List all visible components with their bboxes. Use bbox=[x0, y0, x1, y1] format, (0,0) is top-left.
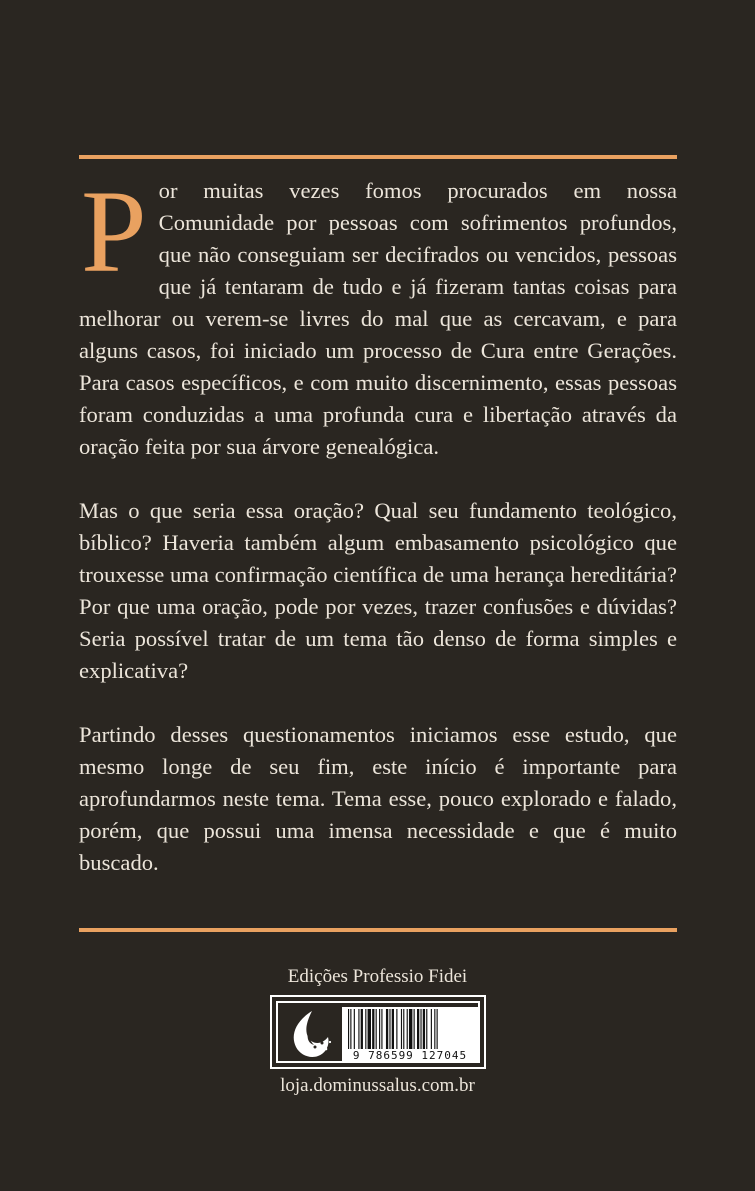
flame-stars-logo-icon bbox=[282, 1007, 338, 1063]
paragraph-3: Partindo desses questionamentos iniciamos esse estudo, que mesmo longe de seu fim, este início é importante para aprofundarmos neste tema. Tema esse, pouco explorado e falado, porém, que possui uma imensa necessidade e que é muito buscado. bbox=[79, 722, 677, 875]
publisher-name: Edições Professio Fidei bbox=[287, 966, 468, 987]
barcode-panel bbox=[270, 995, 486, 1069]
paragraph-1-text: or muitas vezes fomos procurados em nossa Comunidade por pessoas com sofrimentos profundos, que não conseguiam ser decifrados ou vencidos, pessoas que já tentaram de tudo e já fizeram tantas coisas para melhorar ou verem-se livres do mal que as cercavam, e para alguns casos, foi iniciado um processo de Cura entre Gerações. Para casos específicos, e com muito discernimento, essas pessoas foram conduzidas a uma profunda cura e libertação através da oração feita por sua árvore genealógica. bbox=[79, 178, 677, 459]
barcode-area bbox=[342, 1007, 478, 1063]
website-url: loja.dominussalus.com.br bbox=[280, 1075, 475, 1096]
barcode-icon bbox=[346, 1009, 474, 1049]
back-cover-text bbox=[79, 166, 677, 911]
barcode-frame bbox=[276, 1001, 480, 1063]
top-divider bbox=[79, 155, 677, 159]
paragraph-1 bbox=[79, 166, 677, 463]
paragraph-2: Mas o que seria essa oração? Qual seu fundamento teológico, bíblico? Haveria também algum embasamento psicológico que trouxesse uma confirmação científica de uma herança hereditária? Por que uma oração, pode por vezes, trazer confusões e dúvidas? Seria possível tratar de um tema tão denso de forma simples e explicativa? bbox=[79, 498, 677, 683]
drop-cap: P bbox=[81, 166, 147, 297]
isbn-number: 9 786599 127045 bbox=[352, 1049, 468, 1062]
bottom-divider bbox=[79, 928, 677, 932]
